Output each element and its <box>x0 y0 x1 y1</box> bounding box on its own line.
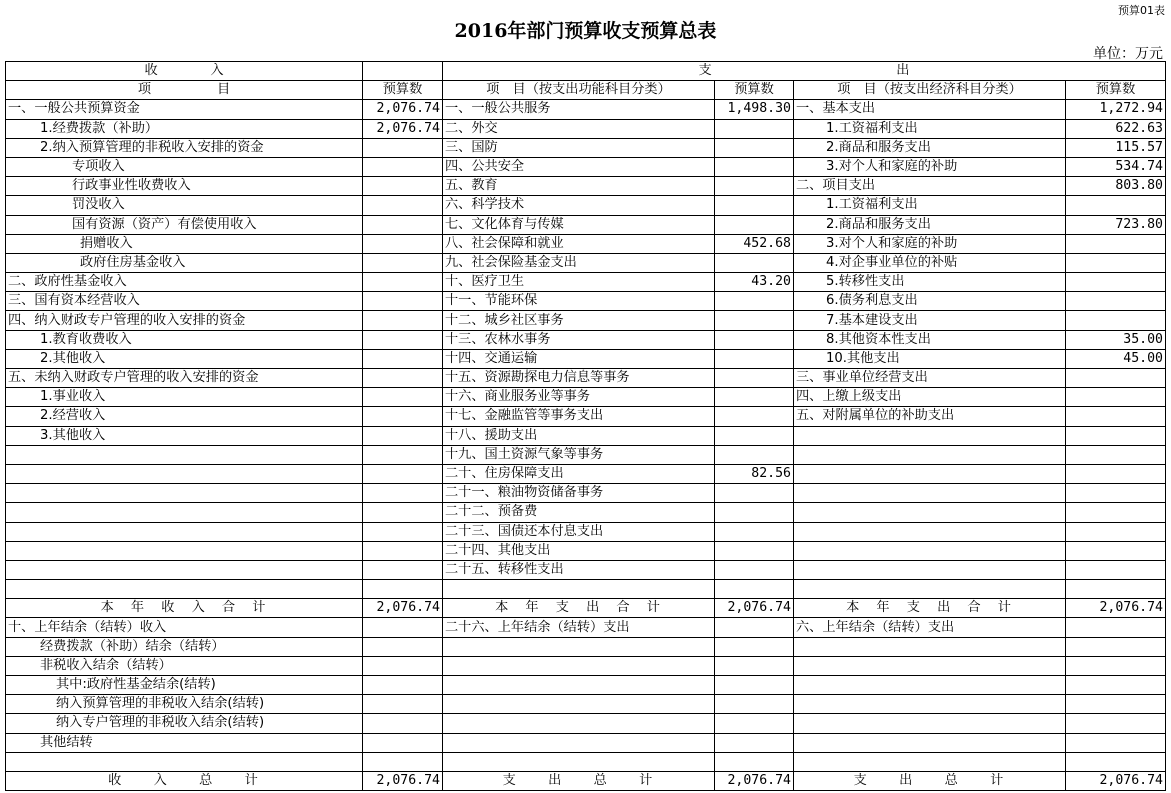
econ-expense-amount <box>1066 541 1166 560</box>
year-total-section <box>6 599 1166 618</box>
year-total-row <box>6 599 1166 618</box>
carry-econ-amount <box>1066 656 1166 675</box>
carry-func-item <box>443 695 715 714</box>
func-expense-amount <box>715 177 794 196</box>
table-row <box>6 157 1166 176</box>
econ-expense-item <box>794 541 1066 560</box>
carry-income-amount <box>363 656 443 675</box>
carry-func-amount <box>715 752 794 771</box>
table-row <box>6 407 1166 426</box>
carry-econ-amount <box>1066 676 1166 695</box>
func-expense-amount <box>715 541 794 560</box>
econ-expense-item <box>794 464 1066 483</box>
econ-expense-item: 10.其他支出 <box>794 349 1066 368</box>
econ-expense-item: 7.基本建设支出 <box>794 311 1066 330</box>
func-expense-item: 十九、国土资源气象等事务 <box>443 445 715 464</box>
func-expense-amount <box>715 330 794 349</box>
income-item: 捐赠收入 <box>6 234 363 253</box>
carry-row <box>6 752 1166 771</box>
grand-func-total-label: 支 出 总 计 <box>443 771 715 790</box>
func-expense-amount <box>715 388 794 407</box>
table-row <box>6 215 1166 234</box>
income-amount <box>363 580 443 599</box>
income-amount <box>363 426 443 445</box>
carry-econ-item <box>794 752 1066 771</box>
func-expense-item: 二十一、粮油物资储备事务 <box>443 484 715 503</box>
grand-total-row <box>6 771 1166 790</box>
carry-row <box>6 637 1166 656</box>
income-item: 一、一般公共预算资金 <box>6 100 363 119</box>
carry-income-item: 非税收入结余（结转） <box>6 656 363 675</box>
table-row <box>6 177 1166 196</box>
func-expense-item: 三、国防 <box>443 138 715 157</box>
econ-expense-amount <box>1066 580 1166 599</box>
carry-econ-amount <box>1066 714 1166 733</box>
func-expense-amount <box>715 522 794 541</box>
carry-econ-amount <box>1066 637 1166 656</box>
carry-econ-item <box>794 695 1066 714</box>
func-expense-item: 十三、农林水事务 <box>443 330 715 349</box>
func-expense-amount <box>715 445 794 464</box>
table-row <box>6 119 1166 138</box>
econ-expense-item: 3.对个人和家庭的补助 <box>794 234 1066 253</box>
func-expense-item: 十六、商业服务业等事务 <box>443 388 715 407</box>
income-amount <box>363 560 443 579</box>
econ-expense-amount <box>1066 445 1166 464</box>
grand-total-section <box>6 771 1166 790</box>
func-expense-item: 十、医疗卫生 <box>443 273 715 292</box>
income-amount <box>363 445 443 464</box>
carry-rows <box>6 618 1166 772</box>
func-expense-amount <box>715 311 794 330</box>
func-expense-amount: 43.20 <box>715 273 794 292</box>
table-row <box>6 273 1166 292</box>
income-item: 2.纳入预算管理的非税收入安排的资金 <box>6 138 363 157</box>
income-amount <box>363 253 443 272</box>
income-amount <box>363 234 443 253</box>
func-expense-amount <box>715 426 794 445</box>
econ-expense-amount: 534.74 <box>1066 157 1166 176</box>
grand-income-total-amount: 2,076.74 <box>363 771 443 790</box>
year-econ-total-label: 本 年 支 出 合 计 <box>794 599 1066 618</box>
income-amount <box>363 138 443 157</box>
carry-econ-amount <box>1066 618 1166 637</box>
income-amount <box>363 484 443 503</box>
grand-econ-total-label: 支 出 总 计 <box>794 771 1066 790</box>
carry-func-item <box>443 714 715 733</box>
func-expense-amount <box>715 503 794 522</box>
func-expense-amount <box>715 369 794 388</box>
func-expense-amount: 82.56 <box>715 464 794 483</box>
func-expense-amount <box>715 138 794 157</box>
income-amount: 2,076.74 <box>363 100 443 119</box>
table-row <box>6 138 1166 157</box>
income-amount <box>363 388 443 407</box>
header-row-top <box>6 62 1166 81</box>
carry-income-item: 十、上年结余（结转）收入 <box>6 618 363 637</box>
func-expense-item: 八、社会保障和就业 <box>443 234 715 253</box>
econ-expense-amount <box>1066 234 1166 253</box>
table-row <box>6 464 1166 483</box>
income-item <box>6 541 363 560</box>
econ-expense-item <box>794 522 1066 541</box>
carry-row <box>6 733 1166 752</box>
income-amount: 2,076.74 <box>363 119 443 138</box>
income-amount <box>363 196 443 215</box>
func-expense-amount <box>715 292 794 311</box>
carry-income-amount <box>363 714 443 733</box>
econ-expense-amount <box>1066 522 1166 541</box>
econ-expense-amount <box>1066 464 1166 483</box>
func-expense-item: 十八、援助支出 <box>443 426 715 445</box>
grand-income-total-label: 收 入 总 计 <box>6 771 363 790</box>
func-expense-amount <box>715 119 794 138</box>
econ-expense-item: 1.工资福利支出 <box>794 119 1066 138</box>
expense-header: 支 出 <box>443 62 1166 81</box>
carry-row <box>6 695 1166 714</box>
econ-expense-item <box>794 560 1066 579</box>
econ-expense-item: 4.对企事业单位的补贴 <box>794 253 1066 272</box>
table-row <box>6 426 1166 445</box>
carry-func-item <box>443 733 715 752</box>
carry-econ-item <box>794 676 1066 695</box>
func-expense-amount: 1,498.30 <box>715 100 794 119</box>
table-row <box>6 196 1166 215</box>
income-item: 2.其他收入 <box>6 349 363 368</box>
func-expense-item: 四、公共安全 <box>443 157 715 176</box>
carry-econ-amount <box>1066 695 1166 714</box>
carry-income-amount <box>363 618 443 637</box>
header-blank <box>363 62 443 81</box>
econ-expense-amount: 803.80 <box>1066 177 1166 196</box>
income-item <box>6 445 363 464</box>
income-amount <box>363 541 443 560</box>
func-expense-item: 十七、金融监管等事务支出 <box>443 407 715 426</box>
income-header: 收 入 <box>6 62 363 81</box>
func-expense-amount <box>715 157 794 176</box>
func-expense-item: 十四、交通运输 <box>443 349 715 368</box>
carry-econ-item <box>794 637 1066 656</box>
table-row <box>6 234 1166 253</box>
carry-row <box>6 714 1166 733</box>
carry-income-amount <box>363 676 443 695</box>
econ-expense-amount <box>1066 292 1166 311</box>
carry-income-item <box>6 752 363 771</box>
col-econ-header: 项 目（按支出经济科目分类） <box>794 81 1066 100</box>
econ-expense-amount <box>1066 253 1166 272</box>
carry-income-item: 纳入专户管理的非税收入结余(结转) <box>6 714 363 733</box>
income-amount <box>363 503 443 522</box>
econ-expense-item: 5.转移性支出 <box>794 273 1066 292</box>
econ-expense-item <box>794 426 1066 445</box>
income-amount <box>363 177 443 196</box>
income-item <box>6 522 363 541</box>
econ-expense-item: 1.工资福利支出 <box>794 196 1066 215</box>
func-expense-item: 十二、城乡社区事务 <box>443 311 715 330</box>
col-item-header: 项 目 <box>6 81 363 100</box>
econ-expense-amount: 1,272.94 <box>1066 100 1166 119</box>
year-income-total-amount: 2,076.74 <box>363 599 443 618</box>
func-expense-item: 五、教育 <box>443 177 715 196</box>
econ-expense-amount: 115.57 <box>1066 138 1166 157</box>
table-row <box>6 253 1166 272</box>
table-row <box>6 292 1166 311</box>
econ-expense-amount: 723.80 <box>1066 215 1166 234</box>
main-rows <box>6 100 1166 599</box>
carry-func-amount <box>715 637 794 656</box>
carry-func-amount <box>715 695 794 714</box>
carry-row <box>6 676 1166 695</box>
income-item: 1.事业收入 <box>6 388 363 407</box>
econ-expense-item: 3.对个人和家庭的补助 <box>794 157 1066 176</box>
econ-expense-item <box>794 484 1066 503</box>
income-item: 3.其他收入 <box>6 426 363 445</box>
econ-expense-amount <box>1066 196 1166 215</box>
income-item: 国有资源（资产）有偿使用收入 <box>6 215 363 234</box>
carry-income-amount <box>363 752 443 771</box>
econ-expense-amount <box>1066 426 1166 445</box>
income-item: 二、政府性基金收入 <box>6 273 363 292</box>
func-expense-amount <box>715 407 794 426</box>
table-row <box>6 541 1166 560</box>
income-amount <box>363 311 443 330</box>
carry-econ-item <box>794 656 1066 675</box>
econ-expense-item: 三、事业单位经营支出 <box>794 369 1066 388</box>
income-amount <box>363 292 443 311</box>
income-amount <box>363 157 443 176</box>
income-amount <box>363 464 443 483</box>
income-amount <box>363 349 443 368</box>
econ-expense-amount <box>1066 311 1166 330</box>
func-expense-item <box>443 580 715 599</box>
carry-func-item <box>443 637 715 656</box>
col-func-header: 项 目（按支出功能科目分类） <box>443 81 715 100</box>
income-item: 政府住房基金收入 <box>6 253 363 272</box>
func-expense-amount <box>715 349 794 368</box>
func-expense-amount <box>715 196 794 215</box>
carry-econ-item <box>794 714 1066 733</box>
table-row <box>6 580 1166 599</box>
income-item: 专项收入 <box>6 157 363 176</box>
col-amount-header: 预算数 <box>363 81 443 100</box>
carry-econ-item: 六、上年结余（结转）支出 <box>794 618 1066 637</box>
func-expense-amount: 452.68 <box>715 234 794 253</box>
budget-table <box>5 61 1166 791</box>
econ-expense-amount <box>1066 407 1166 426</box>
func-expense-item: 二十、住房保障支出 <box>443 464 715 483</box>
econ-expense-amount: 35.00 <box>1066 330 1166 349</box>
carry-econ-amount <box>1066 733 1166 752</box>
func-expense-amount <box>715 253 794 272</box>
table-row <box>6 369 1166 388</box>
carry-income-item: 纳入预算管理的非税收入结余(结转) <box>6 695 363 714</box>
econ-expense-item: 2.商品和服务支出 <box>794 215 1066 234</box>
income-item: 1.教育收费收入 <box>6 330 363 349</box>
col-amount-header: 预算数 <box>715 81 794 100</box>
func-expense-amount <box>715 580 794 599</box>
econ-expense-item <box>794 503 1066 522</box>
carry-func-amount <box>715 618 794 637</box>
income-amount <box>363 215 443 234</box>
carry-income-item: 其中:政府性基金结余(结转) <box>6 676 363 695</box>
table-row <box>6 445 1166 464</box>
col-amount-header: 预算数 <box>1066 81 1166 100</box>
year-income-total-label: 本 年 收 入 合 计 <box>6 599 363 618</box>
econ-expense-amount <box>1066 369 1166 388</box>
econ-expense-amount <box>1066 388 1166 407</box>
carry-func-amount <box>715 733 794 752</box>
income-item: 罚没收入 <box>6 196 363 215</box>
econ-expense-item: 2.商品和服务支出 <box>794 138 1066 157</box>
carry-row <box>6 656 1166 675</box>
income-amount <box>363 273 443 292</box>
year-func-total-label: 本 年 支 出 合 计 <box>443 599 715 618</box>
func-expense-item: 二十三、国债还本付息支出 <box>443 522 715 541</box>
func-expense-amount <box>715 215 794 234</box>
econ-expense-item <box>794 580 1066 599</box>
income-item: 五、未纳入财政专户管理的收入安排的资金 <box>6 369 363 388</box>
econ-expense-amount <box>1066 560 1166 579</box>
carry-func-item <box>443 656 715 675</box>
carry-income-item: 其他结转 <box>6 733 363 752</box>
func-expense-amount <box>715 484 794 503</box>
table-row <box>6 330 1166 349</box>
table-row <box>6 100 1166 119</box>
carry-func-amount <box>715 676 794 695</box>
table-row <box>6 388 1166 407</box>
income-item <box>6 464 363 483</box>
carry-income-item: 经费拨款（补助）结余（结转） <box>6 637 363 656</box>
income-item: 四、纳入财政专户管理的收入安排的资金 <box>6 311 363 330</box>
func-expense-item: 九、社会保险基金支出 <box>443 253 715 272</box>
func-expense-item: 二十二、预备费 <box>443 503 715 522</box>
grand-func-total-amount: 2,076.74 <box>715 771 794 790</box>
page-title: 2016年部门预算收支预算总表 <box>454 20 717 42</box>
func-expense-item: 一、一般公共服务 <box>443 100 715 119</box>
econ-expense-item <box>794 445 1066 464</box>
econ-expense-amount: 45.00 <box>1066 349 1166 368</box>
econ-expense-item: 6.债务利息支出 <box>794 292 1066 311</box>
econ-expense-amount <box>1066 484 1166 503</box>
header-row-columns <box>6 81 1166 100</box>
econ-expense-item: 一、基本支出 <box>794 100 1066 119</box>
carry-income-amount <box>363 695 443 714</box>
table-row <box>6 349 1166 368</box>
table-row <box>6 503 1166 522</box>
carry-income-amount <box>363 733 443 752</box>
income-item <box>6 560 363 579</box>
carry-func-amount <box>715 656 794 675</box>
func-expense-amount <box>715 560 794 579</box>
econ-expense-amount: 622.63 <box>1066 119 1166 138</box>
carry-func-item <box>443 752 715 771</box>
table-code: 预算01表 <box>1118 4 1165 17</box>
econ-expense-item: 8.其他资本性支出 <box>794 330 1066 349</box>
func-expense-item: 二十五、转移性支出 <box>443 560 715 579</box>
income-amount <box>363 522 443 541</box>
carry-func-item: 二十六、上年结余（结转）支出 <box>443 618 715 637</box>
econ-expense-amount <box>1066 273 1166 292</box>
income-amount <box>363 369 443 388</box>
func-expense-item: 二、外交 <box>443 119 715 138</box>
table-row <box>6 560 1166 579</box>
income-item: 三、国有资本经营收入 <box>6 292 363 311</box>
income-amount <box>363 407 443 426</box>
year-func-total-amount: 2,076.74 <box>715 599 794 618</box>
carry-func-amount <box>715 714 794 733</box>
econ-expense-amount <box>1066 503 1166 522</box>
func-expense-item: 十五、资源勘探电力信息等事务 <box>443 369 715 388</box>
unit-label: 单位：万元 <box>1093 46 1163 62</box>
func-expense-item: 六、科学技术 <box>443 196 715 215</box>
econ-expense-item: 五、对附属单位的补助支出 <box>794 407 1066 426</box>
table-row <box>6 522 1166 541</box>
carry-row <box>6 618 1166 637</box>
income-item <box>6 503 363 522</box>
econ-expense-item: 二、项目支出 <box>794 177 1066 196</box>
func-expense-item: 七、文化体育与传媒 <box>443 215 715 234</box>
carry-func-item <box>443 676 715 695</box>
income-item: 行政事业性收费收入 <box>6 177 363 196</box>
carry-income-amount <box>363 637 443 656</box>
econ-expense-item: 四、上缴上级支出 <box>794 388 1066 407</box>
carry-econ-amount <box>1066 752 1166 771</box>
table-row <box>6 484 1166 503</box>
func-expense-item: 十一、节能环保 <box>443 292 715 311</box>
income-amount <box>363 330 443 349</box>
income-item <box>6 484 363 503</box>
income-item: 2.经营收入 <box>6 407 363 426</box>
carry-econ-item <box>794 733 1066 752</box>
income-item: 1.经费拨款（补助） <box>6 119 363 138</box>
income-item <box>6 580 363 599</box>
table-row <box>6 311 1166 330</box>
grand-econ-total-amount: 2,076.74 <box>1066 771 1166 790</box>
func-expense-item: 二十四、其他支出 <box>443 541 715 560</box>
year-econ-total-amount: 2,076.74 <box>1066 599 1166 618</box>
